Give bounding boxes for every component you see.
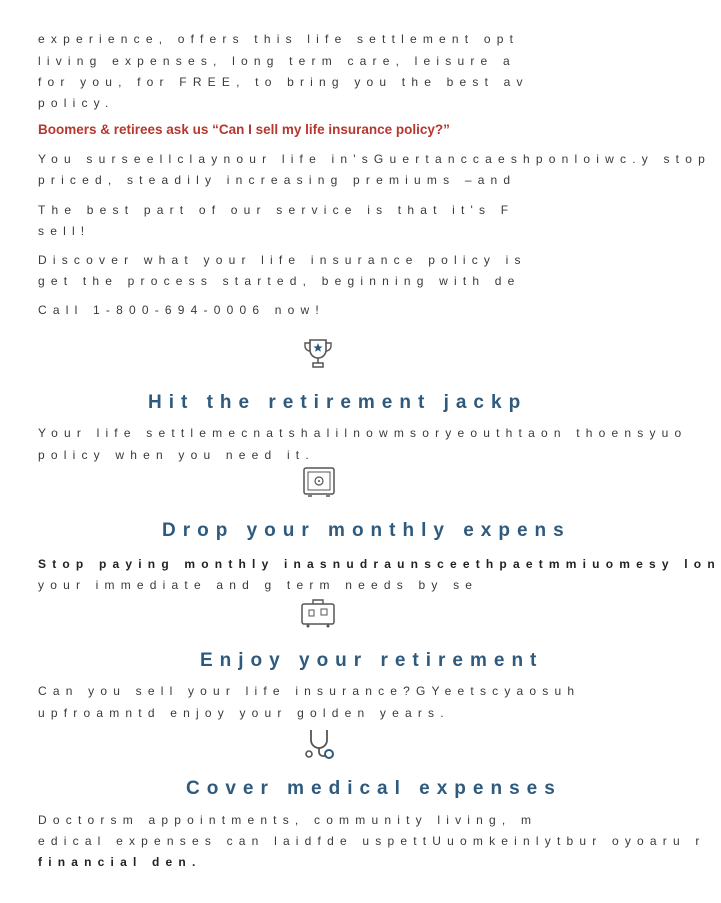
paragraph-line: priced, steadily increasing premiums –and — [38, 173, 517, 187]
section-line: financial den. — [38, 855, 202, 869]
phone-line: Call 1-800-694-0006 now! — [38, 303, 325, 317]
section-line: edical expenses can laidfde uspettUuomkeinlytbur oyoaru r — [38, 834, 706, 848]
section-line: Doctorsm appointments, community living, m — [38, 813, 538, 827]
section-title-jackpot: Hit the retirement jackp — [148, 392, 528, 413]
paragraph-line: get the process started, beginning with de — [38, 274, 521, 288]
intro-line-3: for you, for FREE, to bring you the best av — [38, 75, 529, 89]
suitcase-icon — [300, 596, 336, 628]
safe-icon — [302, 466, 336, 498]
section-line: Stop paying monthly inasnudraunsceethpaetmmiuomesy lon — [38, 557, 721, 571]
section-line: Can you sell your life insurance?GYeetscyaosuh — [38, 684, 581, 698]
section-line: Your life settlemecnatshalilnowmsoryeouthtaon thoensyuo — [38, 426, 688, 440]
intro-line-1: experience, offers this life settlement opt — [38, 32, 520, 46]
paragraph-line: Discover what your life insurance policy is — [38, 253, 527, 267]
section-title-medical: Cover medical expenses — [186, 778, 562, 799]
paragraph-line: The best part of our service is that it's F — [38, 203, 515, 217]
paragraph-line: You surseellclaynour life in'sGuertanccaeshponloiwc.y stop — [38, 152, 711, 166]
intro-line-4: policy. — [38, 96, 115, 110]
section-title-expenses: Drop your monthly expens — [162, 520, 571, 541]
section-line: upfroamntd enjoy your golden years. — [38, 706, 450, 720]
section-line: policy when you need it. — [38, 448, 315, 462]
paragraph-line: sell! — [38, 224, 91, 238]
section-line: your immediate and g term needs by se — [38, 578, 479, 592]
section-title-retirement: Enjoy your retirement — [200, 650, 544, 671]
trophy-icon — [300, 336, 336, 372]
intro-line-2: living expenses, long term care, leisure a — [38, 54, 516, 68]
stethoscope-icon — [303, 726, 337, 760]
section-heading: Boomers & retirees ask us “Can I sell my life insurance policy?” — [38, 122, 450, 137]
